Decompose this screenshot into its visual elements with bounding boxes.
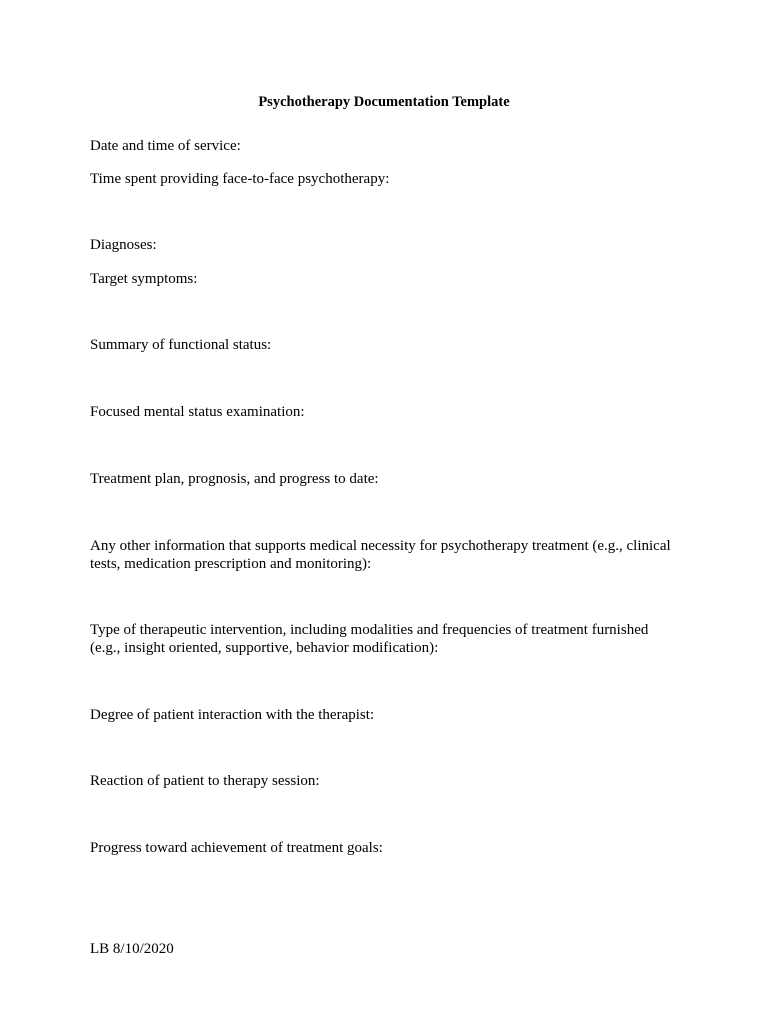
document-title: Psychotherapy Documentation Template	[258, 94, 510, 110]
document-footer: LB 8/10/2020	[90, 941, 174, 957]
field-progress-toward-goals: Progress toward achievement of treatment goals:	[90, 840, 383, 856]
field-time-spent-psychotherapy: Time spent providing face-to-face psychotherapy:	[90, 171, 390, 187]
field-medical-necessity: Any other information that supports medical necessity for psychotherapy treatment (e.g., clinical tests, medication prescription and monitoring):	[90, 538, 671, 572]
field-target-symptoms: Target symptoms:	[90, 271, 198, 287]
field-date-time-of-service: Date and time of service:	[90, 138, 241, 154]
field-functional-status: Summary of functional status:	[90, 337, 272, 353]
field-patient-reaction: Reaction of patient to therapy session:	[90, 773, 320, 789]
field-treatment-plan: Treatment plan, prognosis, and progress to date:	[90, 471, 379, 487]
field-patient-interaction: Degree of patient interaction with the therapist:	[90, 707, 375, 723]
field-therapeutic-intervention: Type of therapeutic intervention, including modalities and frequencies of treatment furnished (e.g., insight oriented, supportive, behavior modification):	[90, 622, 649, 656]
field-diagnoses: Diagnoses:	[90, 237, 157, 253]
field-mental-status-exam: Focused mental status examination:	[90, 404, 305, 420]
